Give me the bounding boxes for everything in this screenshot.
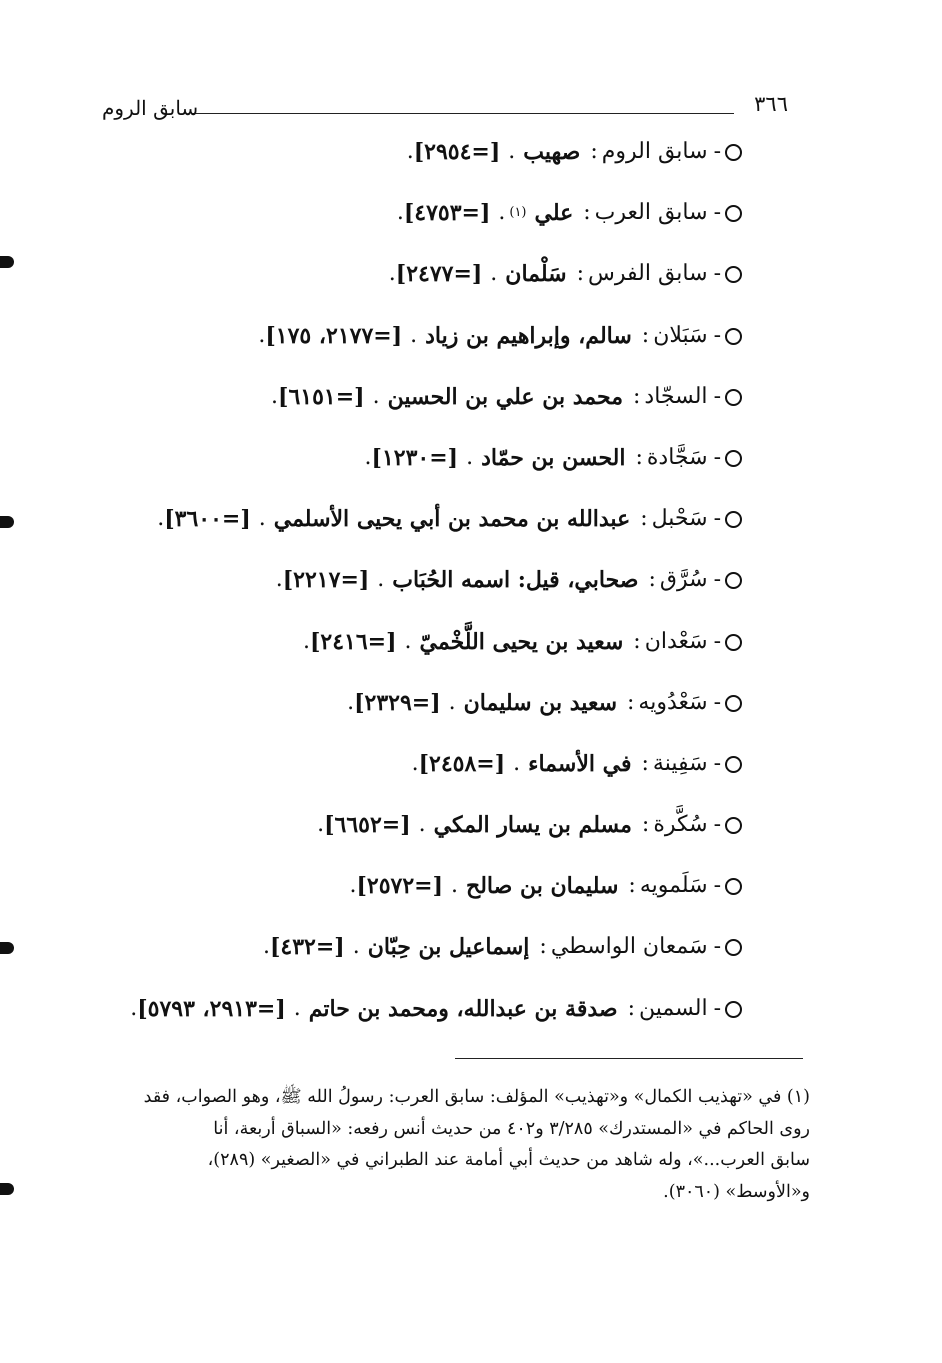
entry-term: سابق الروم xyxy=(601,139,708,164)
entry-end-period: . xyxy=(349,873,357,899)
entry-period: . xyxy=(372,383,380,409)
entry-term: سَفِينة xyxy=(652,750,708,776)
entry-term: سَبَلان xyxy=(653,322,708,348)
entry-reference: [=٢٤٧٧] xyxy=(395,261,483,288)
running-title: سابق الروم xyxy=(102,96,199,120)
entry-dash: - xyxy=(713,812,721,838)
circle-bullet-icon xyxy=(725,389,742,406)
entry-term: سَعْدان xyxy=(644,628,708,654)
circle-bullet-icon xyxy=(725,756,742,773)
entry-reference: [=٢٩٥٤] xyxy=(413,139,501,165)
entry-period: . xyxy=(377,567,385,593)
entry-dash: - xyxy=(713,506,721,532)
entry-colon: : xyxy=(641,322,650,348)
entry-colon: : xyxy=(590,139,598,164)
list-item xyxy=(100,499,742,560)
entry-colon: : xyxy=(640,506,648,532)
footnote-rule xyxy=(455,1058,803,1059)
entry-dash: - xyxy=(713,750,721,776)
entry-name: صحابي، قيل: اسمه الحُبَاب xyxy=(392,567,639,594)
entry-reference: [=٢٤١٦] xyxy=(309,628,397,655)
binding-mark xyxy=(0,516,14,528)
entry-term: السمين xyxy=(639,995,708,1021)
entry-reference: [=٣٦٠٠] xyxy=(164,506,251,533)
entry-term: سَحْبل xyxy=(651,506,708,532)
entry-colon: : xyxy=(627,995,636,1021)
entry-period: . xyxy=(258,506,266,532)
entry-dash: - xyxy=(713,322,721,348)
binding-mark xyxy=(0,942,14,954)
entry-dash: - xyxy=(713,261,721,287)
entry-dash: - xyxy=(713,689,721,715)
circle-bullet-icon xyxy=(725,695,742,712)
entry-period: . xyxy=(466,444,474,470)
circle-bullet-icon xyxy=(725,266,742,283)
entry-name: عبدالله بن محمد بن أبي يحيى الأسلمي xyxy=(273,506,631,533)
circle-bullet-icon xyxy=(725,450,742,467)
entry-name: محمد بن علي بن الحسين xyxy=(387,383,623,410)
entry-dash: - xyxy=(713,873,721,899)
entry-name: علي xyxy=(534,200,574,227)
circle-bullet-icon xyxy=(725,817,742,834)
list-item xyxy=(100,254,742,315)
entry-colon: : xyxy=(583,200,591,226)
entry-colon: : xyxy=(627,689,635,715)
entry-end-period: . xyxy=(317,812,325,838)
footnote-line: (١) في «تهذيب الكمال» و«تهذيب» المؤلف: سابق العرب: رسولُ الله ﷺ، وهو الصواب، فقد xyxy=(143,1087,810,1107)
entry-colon: : xyxy=(632,383,641,409)
entry-dash: - xyxy=(713,995,721,1021)
entry-reference: [=٤٧٥٣] xyxy=(403,200,491,227)
entry-dash: - xyxy=(713,934,721,960)
entry-period: . xyxy=(513,750,521,776)
circle-bullet-icon xyxy=(725,1001,742,1018)
entry-term: سَجَّادة xyxy=(646,444,708,470)
list-item xyxy=(100,866,742,927)
footnote-line: و«الأوسط» (٣٠٦٠). xyxy=(663,1181,810,1202)
list-item xyxy=(100,683,742,744)
entry-end-period: . xyxy=(263,934,270,960)
circle-bullet-icon xyxy=(725,511,742,528)
entries-list xyxy=(100,132,742,1050)
entry-name: إسماعيل بن حِبّان xyxy=(367,934,530,961)
entry-period: . xyxy=(410,322,418,348)
entry-reference: [=٦٦٥٢] xyxy=(324,812,411,839)
entry-dash: - xyxy=(713,628,721,654)
circle-bullet-icon xyxy=(725,878,742,895)
entry-name: في الأسماء xyxy=(528,750,632,777)
entry-name: سالم، وإبراهيم بن زياد xyxy=(425,322,632,349)
entry-reference: [=٤٣٢] xyxy=(270,934,345,961)
entry-term: سَعْدُويه xyxy=(638,689,708,715)
list-item xyxy=(100,193,742,254)
entry-period: . xyxy=(451,873,458,899)
entry-end-period: . xyxy=(157,506,165,532)
list-item xyxy=(100,622,742,683)
list-item xyxy=(100,560,742,621)
entry-name: صهيب xyxy=(523,139,581,165)
entry-end-period: . xyxy=(388,261,396,287)
entry-reference: [=٦١٥١] xyxy=(278,383,365,410)
entry-name: سليمان بن صالح xyxy=(466,873,619,900)
entry-name: سعيد بن يحيى اللَّخْميّ xyxy=(419,628,624,655)
circle-bullet-icon xyxy=(725,144,742,161)
entry-end-period: . xyxy=(302,628,310,654)
entry-period: . xyxy=(352,934,360,960)
entry-reference: [=٢٩١٣، ٥٧٩٣] xyxy=(137,995,286,1022)
page-header xyxy=(100,92,800,122)
entry-period: . xyxy=(418,812,426,838)
circle-bullet-icon xyxy=(725,939,742,956)
list-item xyxy=(100,744,742,805)
binding-mark xyxy=(0,256,14,268)
entry-reference: [=٢٥٧٢] xyxy=(356,873,443,900)
entry-colon: : xyxy=(648,567,656,593)
list-item xyxy=(100,132,742,193)
entry-dash: - xyxy=(713,139,721,164)
circle-bullet-icon xyxy=(725,572,742,589)
entry-end-period: . xyxy=(271,383,279,409)
entry-name: مسلم بن يسار المكي xyxy=(433,812,632,839)
entry-end-period: . xyxy=(347,689,355,715)
entry-end-period: . xyxy=(411,750,419,776)
list-item xyxy=(100,438,742,499)
entry-reference: [=٢١٧٧، ١٧٥] xyxy=(265,322,403,349)
entry-end-period: . xyxy=(130,995,138,1021)
entry-colon: : xyxy=(641,812,650,838)
entry-end-period: . xyxy=(258,322,266,348)
entry-term: سُكَّرة xyxy=(653,812,708,838)
entry-name: صدقة بن عبدالله، ومحمد بن حاتم xyxy=(308,995,618,1022)
entry-dash: - xyxy=(713,567,721,593)
entry-period: . xyxy=(508,139,516,164)
entry-colon: : xyxy=(576,261,585,287)
entry-period: . xyxy=(448,689,456,715)
entry-colon: : xyxy=(539,934,547,960)
header-rule xyxy=(192,113,734,114)
list-item xyxy=(100,927,742,988)
entry-end-period: . xyxy=(406,139,414,164)
entry-end-period: . xyxy=(396,200,404,226)
circle-bullet-icon xyxy=(725,328,742,345)
entry-dash: - xyxy=(713,200,721,226)
entry-colon: : xyxy=(633,628,641,654)
entry-name: سعيد بن سليمان xyxy=(463,689,617,716)
list-item xyxy=(100,989,742,1050)
list-item xyxy=(100,377,742,438)
entry-reference: [=٢٣٢٩] xyxy=(354,689,441,716)
entry-reference: [=٢٤٥٨] xyxy=(418,750,506,777)
entry-term: سابق الفرس xyxy=(588,261,708,287)
entry-dash: - xyxy=(713,383,721,409)
list-item xyxy=(100,805,742,866)
entry-dash: - xyxy=(713,444,721,470)
circle-bullet-icon xyxy=(725,634,742,651)
entry-term: سابق العرب xyxy=(594,200,708,226)
entry-colon: : xyxy=(635,444,643,470)
entry-end-period: . xyxy=(364,444,372,470)
entry-period: . xyxy=(293,995,301,1021)
entry-end-period: . xyxy=(275,567,283,593)
footnote-line: سابق العرب...»، وله شاهد من حديث أبي أمامة عند الطبراني في «الصغير» (٢٨٩)، xyxy=(207,1150,810,1170)
entry-term: سَلَمويه xyxy=(639,873,708,899)
entry-reference: [=١٢٣٠] xyxy=(371,444,459,471)
entry-period: . xyxy=(490,261,498,287)
entry-term: سُرَّق xyxy=(659,567,708,593)
entry-colon: : xyxy=(628,873,636,899)
binding-mark xyxy=(0,1183,14,1195)
entry-term: سَمعان الواسطي xyxy=(550,934,708,960)
entry-reference: [=٢٢١٧] xyxy=(282,567,370,594)
entry-term: السجّاد xyxy=(644,383,708,409)
page-number: ٣٦٦ xyxy=(754,92,788,116)
entry-name: الحسن بن حمّاد xyxy=(481,444,626,471)
footnote-line: روى الحاكم في «المستدرك» ٣/٢٨٥ و٤٠٢ من حديث أنس رفعه: «السباق أربعة، أنا xyxy=(213,1118,810,1139)
circle-bullet-icon xyxy=(725,205,742,222)
footnote-marker[interactable]: (١) xyxy=(509,205,527,221)
entry-name: سَلْمان xyxy=(505,261,567,288)
list-item xyxy=(100,316,742,377)
entry-period: . xyxy=(404,628,412,654)
entry-colon: : xyxy=(641,750,649,776)
entry-period: . xyxy=(498,200,506,226)
footnote xyxy=(110,1082,810,1208)
